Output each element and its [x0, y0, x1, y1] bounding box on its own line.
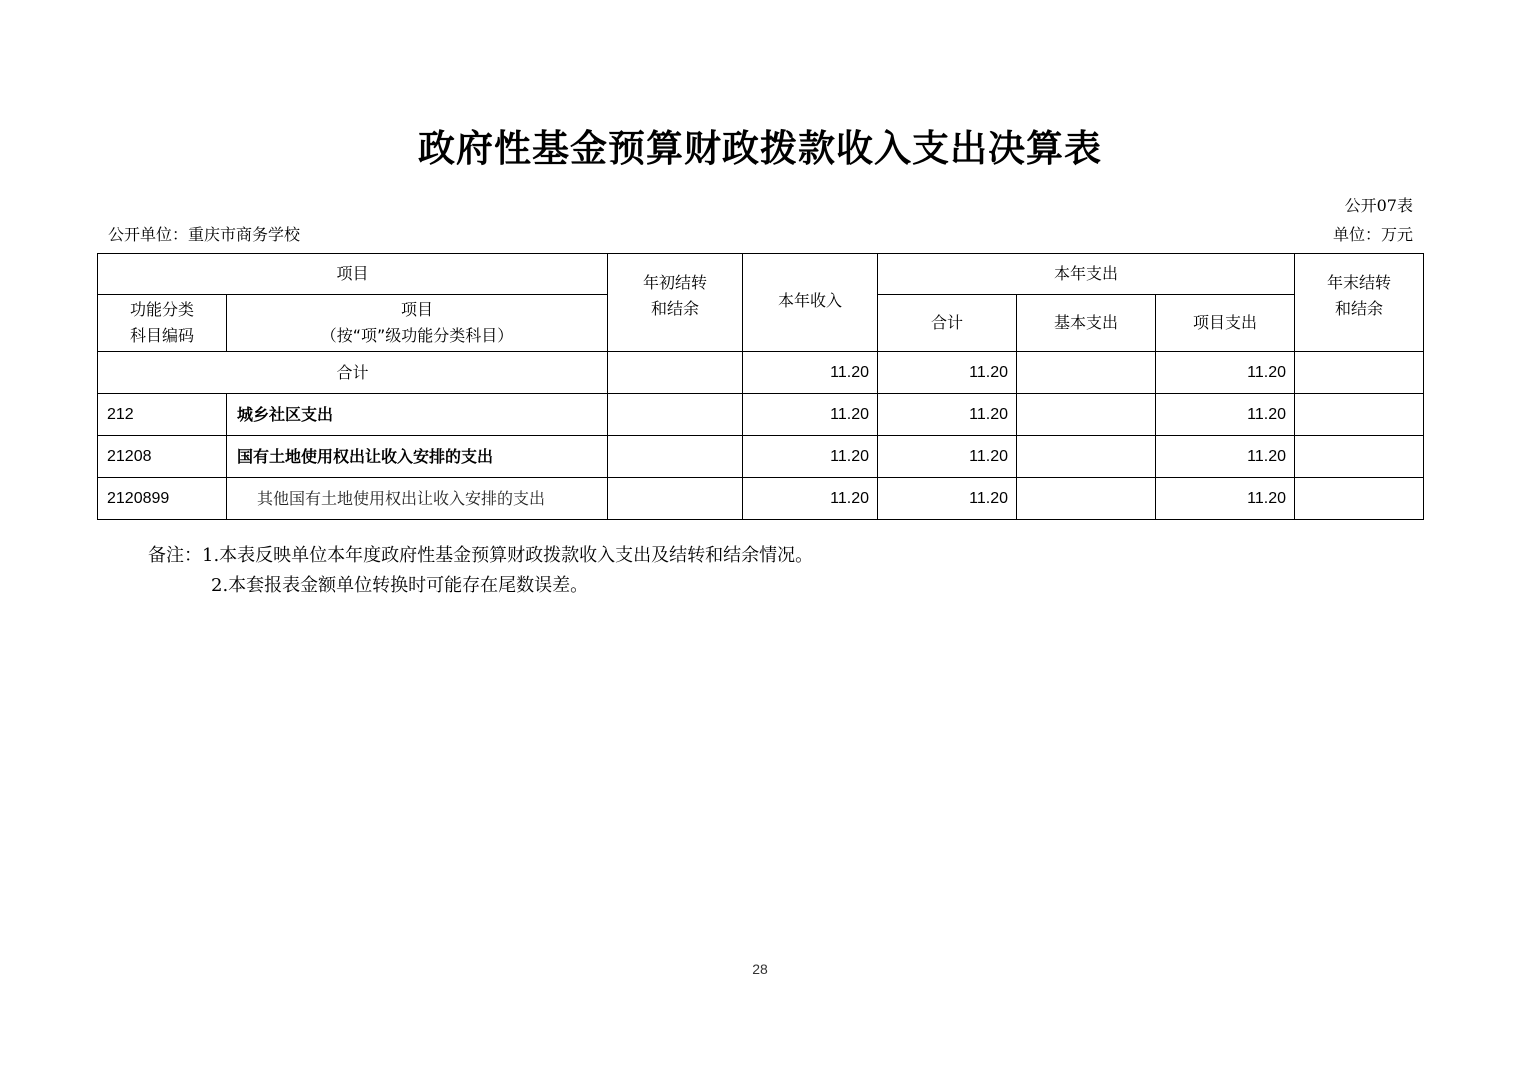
- table-row: [98, 436, 1424, 478]
- cell-closing: [1295, 478, 1424, 520]
- note-line-1: 备注：1.本表反映单位本年度政府性基金预算财政拨款收入支出及结转和结余情况。: [148, 545, 814, 566]
- cell-code: 21208: [98, 436, 227, 478]
- page-title: 政府性基金预算财政拨款收入支出决算表: [418, 127, 1102, 170]
- cell-expense-project: 11.20: [1156, 436, 1295, 478]
- cell-income: 11.20: [743, 436, 878, 478]
- header-expense-project: 项目支出: [1156, 295, 1295, 352]
- cell-expense-project: 11.20: [1156, 478, 1295, 520]
- header-code-line1: 功能分类: [129, 300, 194, 319]
- cell-opening: [608, 352, 743, 394]
- cell-name: 城乡社区支出: [227, 394, 608, 436]
- cell-expense-basic: [1017, 436, 1156, 478]
- notes: [148, 541, 813, 601]
- table-row: [98, 394, 1424, 436]
- budget-table: [97, 253, 1424, 520]
- cell-code: 212: [98, 394, 227, 436]
- cell-expense-total: 11.20: [878, 478, 1017, 520]
- cell-opening: [608, 394, 743, 436]
- header-item-name: [227, 295, 608, 352]
- cell-expense-total: 11.20: [878, 436, 1017, 478]
- cell-name: 其他国有土地使用权出让收入安排的支出: [227, 478, 608, 520]
- header-opening-balance: [608, 254, 743, 352]
- cell-closing: [1295, 394, 1424, 436]
- header-item: 项目: [98, 254, 608, 295]
- cell-income: 11.20: [743, 394, 878, 436]
- header-row-1: [98, 254, 1424, 295]
- cell-expense-total: 11.20: [878, 394, 1017, 436]
- cell-expense-project: 11.20: [1156, 394, 1295, 436]
- header-expense-basic: 基本支出: [1017, 295, 1156, 352]
- cell-expense-total: 11.20: [878, 352, 1017, 394]
- cell-closing: [1295, 352, 1424, 394]
- header-opening-line2: 和结余: [651, 298, 700, 318]
- cell-closing: [1295, 436, 1424, 478]
- header-name-line2: （按“项”级功能分类科目）: [320, 326, 514, 345]
- cell-code: 2120899: [98, 478, 227, 520]
- header-closing-line2: 和结余: [1335, 298, 1384, 318]
- cell-name: 国有土地使用权出让收入安排的支出: [227, 436, 608, 478]
- currency-unit: 单位：万元: [1332, 225, 1413, 244]
- cell-expense-basic: [1017, 478, 1156, 520]
- header-opening-line1: 年初结转: [643, 272, 708, 292]
- total-row: [98, 352, 1424, 394]
- header-income: 本年收入: [743, 254, 878, 352]
- page-number: 28: [752, 961, 768, 977]
- table-row: [98, 478, 1424, 520]
- cell-expense-basic: [1017, 394, 1156, 436]
- header-closing-line1: 年末结转: [1327, 272, 1392, 292]
- cell-opening: [608, 478, 743, 520]
- header-code-line2: 科目编码: [129, 326, 194, 345]
- header-closing-balance: [1295, 254, 1424, 352]
- cell-income: 11.20: [743, 478, 878, 520]
- total-label: 合计: [98, 352, 608, 394]
- reporting-organization: 公开单位：重庆市商务学校: [108, 225, 301, 244]
- cell-opening: [608, 436, 743, 478]
- form-number: 公开07表: [1344, 196, 1413, 215]
- cell-expense-basic: [1017, 352, 1156, 394]
- header-expense-total: 合计: [878, 295, 1017, 352]
- cell-income: 11.20: [743, 352, 878, 394]
- header-function-code: [98, 295, 227, 352]
- header-name-line1: 项目: [401, 300, 434, 319]
- note-line-2: 2.本套报表金额单位转换时可能存在尾数误差。: [211, 575, 589, 596]
- header-expense-group: 本年支出: [878, 254, 1295, 295]
- cell-expense-project: 11.20: [1156, 352, 1295, 394]
